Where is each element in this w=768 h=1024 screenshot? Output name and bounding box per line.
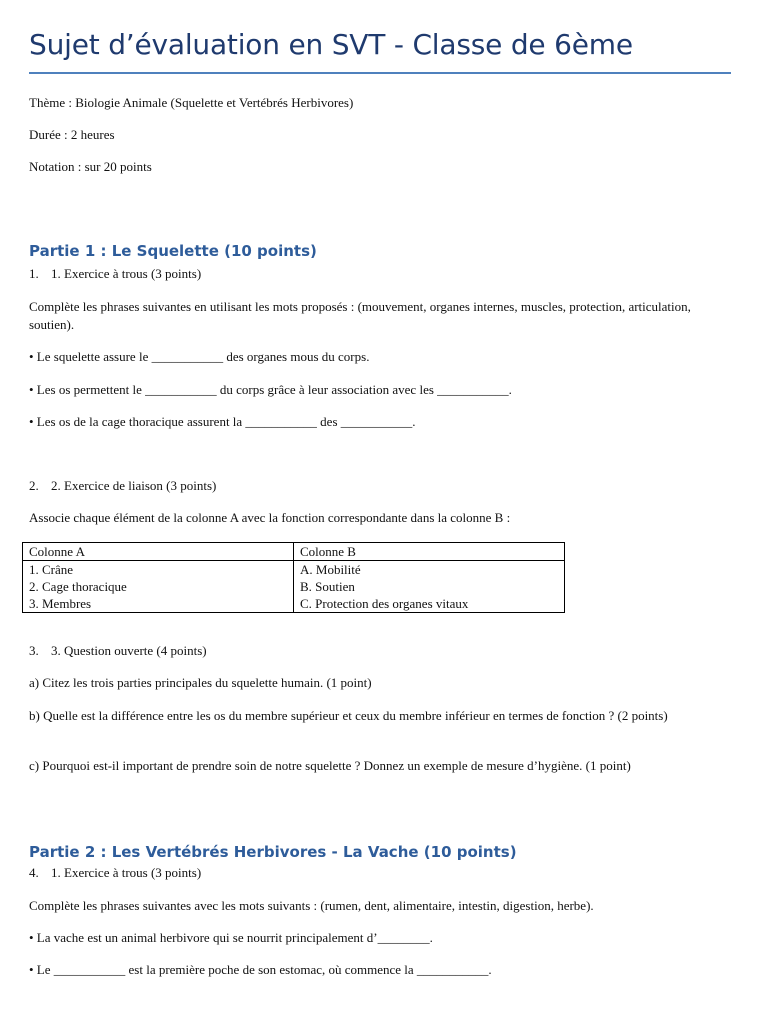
exercise-1-instruction: Complète les phrases suivantes en utilisant les mots proposés : (mouvement, organes internes, muscles, protection, articulation, soutien). — [29, 299, 691, 332]
list-number: 2. — [29, 478, 39, 493]
column-a-item: 3. Membres — [29, 596, 92, 611]
exercise-4-instruction: Complète les phrases suivantes avec les mots suivants : (rumen, dent, alimentaire, intestin, digestion, herbe). — [29, 898, 594, 913]
list-number: 1. — [29, 266, 39, 281]
question-c: c) Pourquoi est-il important de prendre soin de notre squelette ? Donnez un exemple de mesure d’hygiène. (1 point) — [29, 758, 631, 773]
exercise-title: 1. Exercice à trous (3 points) — [51, 865, 202, 880]
exercise-1-title — [29, 265, 201, 283]
column-b-cell — [294, 561, 565, 613]
exercise-title: 2. Exercice de liaison (3 points) — [51, 478, 217, 493]
fill-sentence-3: • Les os de la cage thoracique assurent la ___________ des ___________. — [29, 414, 416, 429]
column-a-item: 1. Crâne — [29, 562, 74, 577]
fill-sentence-2: • Les os permettent le ___________ du corps grâce à leur association avec les ___________. — [29, 382, 512, 397]
part2-heading: Partie 2 : Les Vertébrés Herbivores - La Vache (10 points) — [29, 843, 517, 861]
grading-line: Notation : sur 20 points — [29, 159, 152, 174]
list-number: 4. — [29, 865, 39, 880]
part1-heading: Partie 1 : Le Squelette (10 points) — [29, 242, 317, 260]
column-b-item: B. Soutien — [300, 579, 355, 594]
column-a-item: 2. Cage thoracique — [29, 579, 127, 594]
title-underline — [29, 72, 731, 74]
fill-sentence-4: • La vache est un animal herbivore qui se nourrit principalement d’________. — [29, 930, 433, 945]
exercise-title: 1. Exercice à trous (3 points) — [51, 266, 202, 281]
matching-table — [22, 542, 565, 613]
exercise-2-title — [29, 477, 216, 495]
fill-sentence-1: • Le squelette assure le ___________ des organes mous du corps. — [29, 349, 370, 364]
fill-sentence-5: • Le ___________ est la première poche de son estomac, où commence la ___________. — [29, 962, 492, 977]
exercise-3-title — [29, 642, 207, 660]
exercise-title: 3. Question ouverte (4 points) — [51, 643, 207, 658]
column-b-item: A. Mobilité — [300, 562, 361, 577]
page-title: Sujet d’évaluation en SVT - Classe de 6ème — [29, 28, 633, 61]
column-b-header: Colonne B — [294, 543, 565, 561]
theme-line: Thème : Biologie Animale (Squelette et Vertébrés Herbivores) — [29, 95, 354, 110]
list-number: 3. — [29, 643, 39, 658]
duration-line: Durée : 2 heures — [29, 127, 115, 142]
column-b-item: C. Protection des organes vitaux — [300, 596, 469, 611]
exercise-4-title — [29, 864, 201, 882]
question-a: a) Citez les trois parties principales du squelette humain. (1 point) — [29, 675, 372, 690]
table-row — [23, 561, 565, 613]
table-header-row — [23, 543, 565, 561]
exercise-2-instruction: Associe chaque élément de la colonne A avec la fonction correspondante dans la colonne B : — [29, 510, 511, 525]
column-a-header: Colonne A — [23, 543, 294, 561]
column-a-cell — [23, 561, 294, 613]
question-b: b) Quelle est la différence entre les os du membre supérieur et ceux du membre inférieur en termes de fonction ? (2 points) — [29, 708, 668, 723]
